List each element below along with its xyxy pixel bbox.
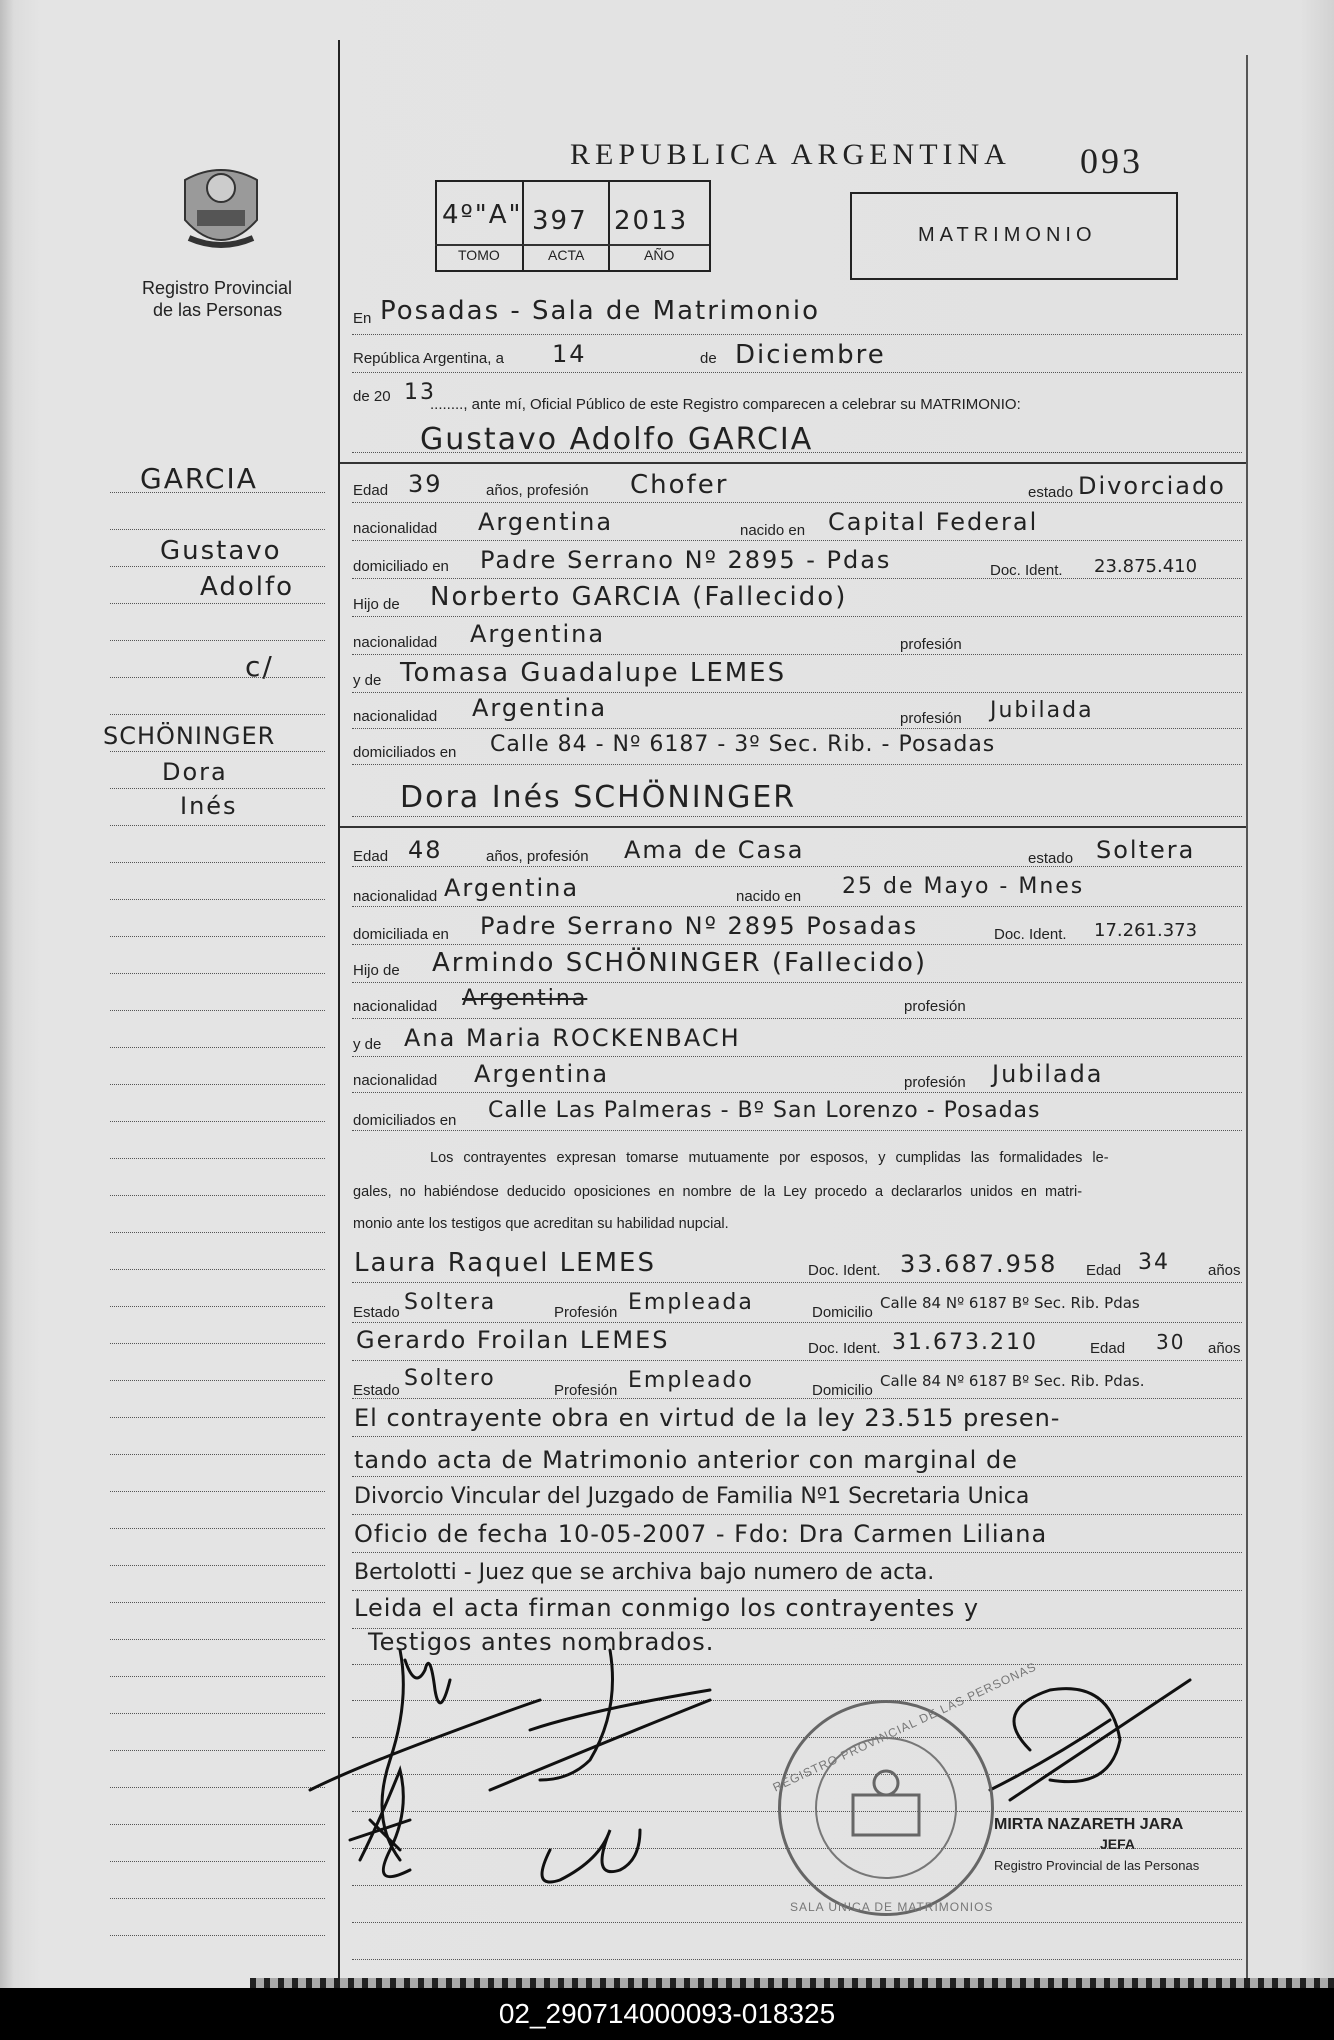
margin-name-groom-1: Gustavo [160,536,282,566]
bride-age: 48 [408,836,443,864]
bride-parents-address-label: domiciliados en [353,1112,457,1129]
dotline [352,502,1242,503]
bride-nationality-label: nacionalidad [353,888,438,905]
republica-label: República Argentina, a [353,350,504,367]
place: Posadas - Sala de Matrimonio [380,296,820,326]
margin-name-bride-2: Inés [180,792,238,820]
groom-mother: Tomasa Guadalupe LEMES [400,658,787,688]
witness1-address: Calle 84 Nº 6187 Bº Sec. Rib. Pdas [880,1294,1140,1312]
witness2-name: Gerardo Froilan LEMES [356,1326,670,1354]
box-divider [608,180,610,270]
bride-father-prof-label: profesión [904,998,966,1015]
margin-surname-groom: GARCIA [140,462,258,495]
margin-dotline [110,1121,325,1122]
groom-anios-prof-label: años, profesión [486,482,589,499]
margin-name-groom-2: Adolfo [200,572,295,602]
dotline [352,1514,1242,1515]
witness1-status: Soltera [404,1290,497,1315]
groom-full-name: Gustavo Adolfo GARCIA [420,422,814,457]
margin-dotline [110,1602,325,1603]
bride-address-label: domiciliada en [353,926,449,943]
bride-mother-prof-label: profesión [904,1074,966,1091]
bride-estado-label: estado [1028,850,1074,867]
country-title: REPUBLICA ARGENTINA [570,138,1011,171]
bride-mother-prof: Jubilada [992,1060,1104,1088]
witness1-profession: Empleada [628,1290,754,1315]
note-line-2: tando acta de Matrimonio anterior con marginal de [354,1446,1018,1474]
groom-edad-label: Edad [353,482,389,499]
margin-dotline [110,1047,325,1048]
margin-name-bride-1: Dora [162,758,228,786]
margin-dotline [110,973,325,974]
witness1-doc-label: Doc. Ident. [808,1262,881,1279]
margin-dotline [110,899,325,900]
groom-parents-address: Calle 84 - Nº 6187 - 3º Sec. Rib. - Posadas [490,732,996,757]
margin-dotline [110,492,325,493]
groom-father-nat: Argentina [470,620,606,648]
note-line-4: Oficio de fecha 10-05-2007 - Fdo: Dra Carmen Liliana [354,1520,1048,1548]
witness1-prof-label: Profesión [554,1304,618,1321]
margin-dotline [110,566,325,567]
witness2-estado-label: Estado [353,1382,400,1399]
bride-mother-nat: Argentina [474,1060,610,1088]
margin-dotline [110,603,325,604]
acta-label: ACTA [548,247,585,263]
margin-dotline [110,1010,325,1011]
dotline [352,1476,1242,1477]
dotline [352,616,1242,617]
dotline [352,372,1242,373]
registry-line2: de las Personas [153,300,283,320]
witness2-domicilio-label: Domicilio [812,1382,873,1399]
dotline [352,334,1242,335]
margin-dotline [110,1417,325,1418]
margin-dotline [110,1084,325,1085]
dotline [352,764,1242,765]
dotline [352,1360,1242,1361]
dotline [352,1282,1242,1283]
margin-dotline [110,1491,325,1492]
witness1-doc: 33.687.958 [900,1250,1058,1278]
groom-father-nat-label: nacionalidad [353,634,438,651]
bride-full-name: Dora Inés SCHÖNINGER [400,780,797,815]
groom-address-label: domiciliado en [353,558,449,575]
groom-mother-prof: Jubilada [990,698,1094,723]
groom-doc: 23.875.410 [1094,556,1198,577]
year-suffix: 13 [404,380,436,405]
margin-dotline [110,862,325,863]
witness2-anios-label: años [1208,1340,1241,1357]
dotline [352,1552,1242,1553]
groom-mother-nat: Argentina [472,694,608,722]
dotline [352,1130,1242,1131]
note-line-7: Testigos antes nombrados. [368,1628,715,1656]
official-name: MIRTA NAZARETH JARA [994,1816,1184,1833]
bride-address: Padre Serrano Nº 2895 Posadas [480,912,919,940]
bride-mother: Ana Maria ROCKENBACH [404,1024,741,1052]
margin-dotline [110,1232,325,1233]
dotline [352,816,1242,817]
note-line-5: Bertolotti - Juez que se archiva bajo numero de acta. [354,1560,935,1585]
body-line-3: monio ante los testigos que acreditan su habilidad nupcial. [353,1216,729,1232]
note-line-3: Divorcio Vincular del Juzgado de Familia Nº1 Secretaria Unica [354,1484,1030,1509]
margin-dotline [110,1528,325,1529]
dotline [352,728,1242,729]
day: 14 [552,340,587,368]
dotline [352,1590,1242,1591]
margin-dotline [110,677,325,678]
folio-number: 093 [1080,141,1143,181]
groom-parents-address-label: domiciliados en [353,744,457,761]
anio-value: 2013 [614,206,689,236]
margin-dotline [110,1935,325,1936]
bride-parents-address: Calle Las Palmeras - Bº San Lorenzo - Posadas [488,1098,1041,1123]
bride-doc-label: Doc. Ident. [994,926,1067,943]
official-title: JEFA [1100,1836,1136,1852]
groom-status: Divorciado [1078,472,1226,500]
witness1-domicilio-label: Domicilio [812,1304,873,1321]
official-org: Registro Provincial de las Personas [994,1858,1200,1873]
bride-profession: Ama de Casa [624,836,805,864]
witness2-profession: Empleado [628,1368,754,1393]
groom-mother-nat-label: nacionalidad [353,708,438,725]
tomo-value: 4º"A" [442,200,523,230]
record-type: MATRIMONIO [918,224,1097,246]
groom-father-label: Hijo de [353,596,400,613]
bride-anios-prof-label: años, profesión [486,848,589,865]
margin-dotline [110,751,325,752]
section-rule [340,826,1246,828]
bride-edad-label: Edad [353,848,389,865]
en-label: En [353,310,372,327]
box-divider [435,244,709,246]
bride-mother-label: y de [353,1036,382,1053]
de-label: de [700,350,717,367]
groom-father: Norberto GARCIA (Fallecido) [430,582,848,612]
province-crest-icon [175,160,267,260]
intro-text: ........, ante mí, Oficial Público de este Registro comparecen a celebrar su MATRIMONIO: [430,396,1021,413]
witness1-name: Laura Raquel LEMES [354,1248,656,1278]
margin-dotline [110,1158,325,1159]
groom-estado-label: estado [1028,484,1074,501]
margin-dotline [110,1306,325,1307]
body-line-2: gales, no habiéndose deducido oposiciones en nombre de la Ley procedo a declararlos unidos en matri- [353,1184,1083,1200]
margin-dotline [110,640,325,641]
bride-doc: 17.261.373 [1094,920,1198,941]
bottom-edge [250,1978,1334,1988]
witness1-anios-label: años [1208,1262,1241,1279]
dotline [352,452,1242,453]
groom-age: 39 [408,470,443,498]
dotline [352,578,1242,579]
dotline [352,1322,1242,1323]
witness2-edad-label: Edad [1090,1340,1126,1357]
section-rule [340,462,1246,464]
bride-birthplace: 25 de Mayo - Mnes [842,874,1085,899]
groom-address: Padre Serrano Nº 2895 - Pdas [480,546,892,574]
bride-mother-nat-label: nacionalidad [353,1072,438,1089]
bride-father: Armindo SCHÖNINGER (Fallecido) [432,948,928,978]
scan-id-caption: 02_290714000093-018325 [0,1988,1334,2040]
margin-dotline [110,1454,325,1455]
groom-mother-label: y de [353,672,382,689]
bride-born-label: nacido en [736,888,802,905]
dotline [352,1092,1242,1093]
dotline [352,1018,1242,1019]
dotline [352,540,1242,541]
dotline [352,944,1242,945]
dotline [352,1436,1242,1437]
margin-dotline [110,936,325,937]
margin-dotline [110,714,325,715]
groom-born-label: nacido en [740,522,806,539]
groom-doc-label: Doc. Ident. [990,562,1063,579]
witness2-doc: 31.673.210 [892,1330,1038,1355]
witness2-prof-label: Profesión [554,1382,618,1399]
body-line-1: Los contrayentes expresan tomarse mutuamente por esposos, y cumplidas las formalidades le- [430,1150,1109,1166]
groom-birthplace: Capital Federal [828,508,1039,536]
dotline [352,1922,1242,1923]
bride-status: Soltera [1096,836,1196,864]
witness2-age: 30 [1156,1330,1186,1354]
groom-profession: Chofer [630,470,729,500]
bride-father-label: Hijo de [353,962,400,979]
groom-mother-prof-label: profesión [900,710,962,727]
witness2-address: Calle 84 Nº 6187 Bº Sec. Rib. Pdas. [880,1372,1145,1390]
groom-nationality-label: nacionalidad [353,520,438,537]
margin-dotline [110,529,325,530]
witness1-edad-label: Edad [1086,1262,1122,1279]
margin-dotline [110,1565,325,1566]
dotline [352,866,1242,867]
groom-father-prof-label: profesión [900,636,962,653]
dotline [352,1398,1242,1399]
margin-dotline [110,1380,325,1381]
dotline [352,654,1242,655]
witness1-age: 34 [1138,1250,1170,1275]
margin-dotline [110,1343,325,1344]
margin-dotline [110,825,325,826]
dotline [352,906,1242,907]
margin-separator: c/ [245,650,274,683]
margin-surname-bride: SCHÖNINGER [103,722,276,750]
margin-dotline [110,1195,325,1196]
tomo-label: TOMO [458,247,500,263]
witness1-estado-label: Estado [353,1304,400,1321]
month: Diciembre [735,340,886,370]
dotline [352,1056,1242,1057]
anio-label: AÑO [644,247,675,263]
bride-nationality: Argentina [444,874,580,902]
dotline [352,1959,1242,1960]
bride-father-nat: Argentina [462,986,588,1011]
margin-dotline [110,788,325,789]
year-prefix: de 20 [353,388,391,405]
registry-line1: Registro Provincial [142,278,293,298]
dotline [352,982,1242,983]
margin-dotline [110,1269,325,1270]
bride-father-nat-label: nacionalidad [353,998,438,1015]
note-line-6: Leida el acta firman conmigo los contrayentes y [354,1594,980,1622]
witness2-status: Soltero [404,1366,496,1391]
groom-nationality: Argentina [478,508,614,536]
witness2-doc-label: Doc. Ident. [808,1340,881,1357]
acta-value: 397 [532,206,588,236]
dotline [352,692,1242,693]
note-line-1: El contrayente obra en virtud de la ley 23.515 presen- [354,1404,1061,1432]
stamp-ring-text: REGISTRO PROVINCIAL DE LAS PERSONAS [770,1659,1039,1795]
stamp-inner-text: SALA UNICA DE MATRIMONIOS [790,1900,994,1914]
